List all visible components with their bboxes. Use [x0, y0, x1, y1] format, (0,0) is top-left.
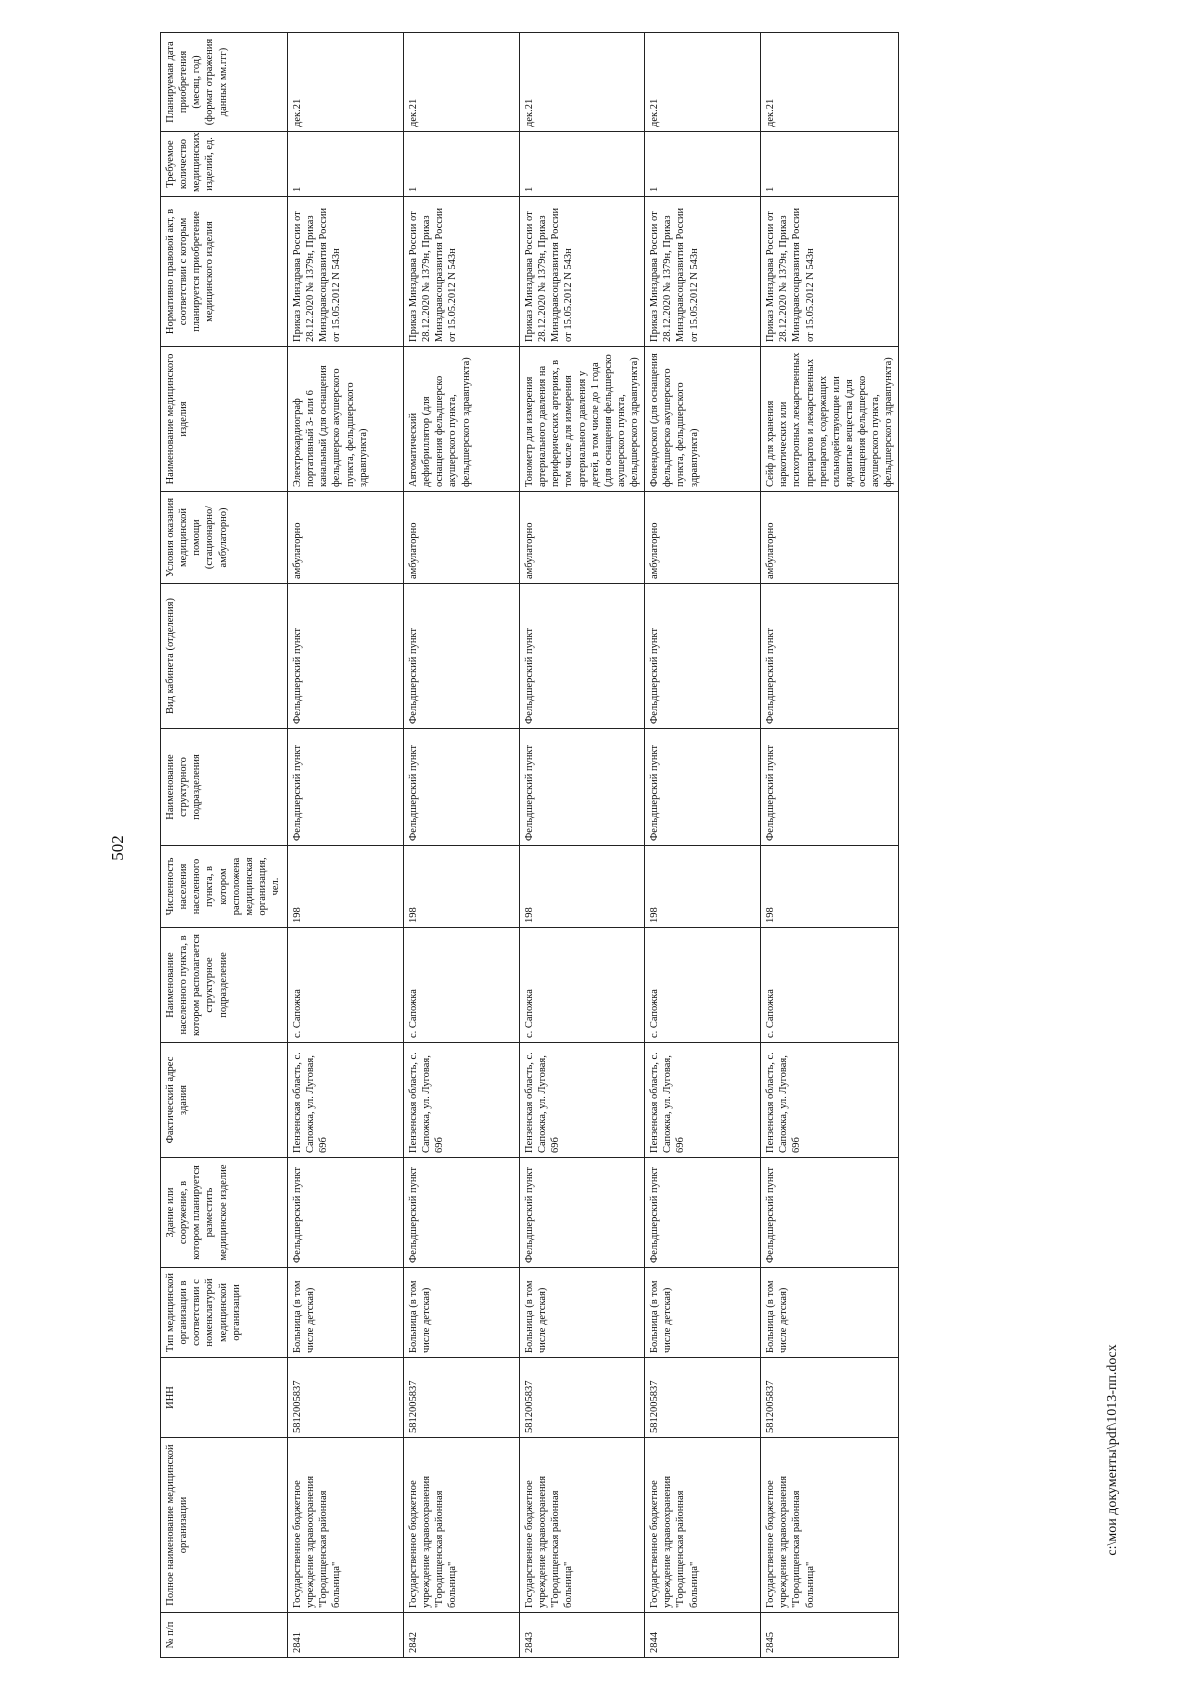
inn: 5812005837	[404, 1358, 520, 1438]
population: 198	[404, 846, 520, 928]
address: Пензенская область, с. Сапожка, ул. Луговая, 69б	[645, 1043, 761, 1158]
settlement: с. Сапожка	[645, 928, 761, 1043]
care-conditions: амбулаторно	[645, 492, 761, 584]
table-row	[404, 33, 520, 1658]
planned-date: дек.21	[288, 33, 404, 132]
care-conditions: амбулаторно	[520, 492, 645, 584]
org-name: Государственное бюджетное учреждение здравоохранения "Городищенская районная больница"	[520, 1438, 645, 1613]
quantity: 1	[288, 132, 404, 197]
inn: 5812005837	[520, 1358, 645, 1438]
org-name: Государственное бюджетное учреждение здравоохранения "Городищенская районная больница"	[404, 1438, 520, 1613]
org-type: Больница (в том числе детская)	[288, 1268, 404, 1358]
legal-act: Приказ Минздрава России от 28.12.2020 № 1379н, Приказ Минздравсоцразвития России от 15.05.2012 N 543н	[404, 197, 520, 347]
subdivision: Фельдшерский пункт	[645, 729, 761, 846]
cabinet-type: Фельдшерский пункт	[520, 584, 645, 729]
building: Фельдшерский пункт	[288, 1158, 404, 1268]
population: 198	[761, 846, 899, 928]
org-name: Государственное бюджетное учреждение здравоохранения "Городищенская районная больница"	[761, 1438, 899, 1613]
org-name: Государственное бюджетное учреждение здравоохранения "Городищенская районная больница"	[645, 1438, 761, 1613]
header-cell: Фактический адрес здания	[161, 1043, 288, 1158]
header-cell: Полное наименование медицинской организации	[161, 1438, 288, 1613]
header-cell: Условия оказания медицинской помощи (стационарно/амбулаторно)	[161, 492, 288, 584]
header-cell: Планируемая дата приобретения (месяц, год) (формат отражения данных мм.ггг)	[161, 33, 288, 132]
row-number: 2841	[288, 1613, 404, 1658]
header-cell: № п/п	[161, 1613, 288, 1658]
cabinet-type: Фельдшерский пункт	[761, 584, 899, 729]
cabinet-type: Фельдшерский пункт	[404, 584, 520, 729]
row-number: 2845	[761, 1613, 899, 1658]
row-number: 2843	[520, 1613, 645, 1658]
table-row	[645, 33, 761, 1658]
subdivision: Фельдшерский пункт	[520, 729, 645, 846]
settlement: с. Сапожка	[520, 928, 645, 1043]
settlement: с. Сапожка	[761, 928, 899, 1043]
header-cell: Наименование населенного пункта, в котором располагается структурное подразделение	[161, 928, 288, 1043]
org-type: Больница (в том числе детская)	[645, 1268, 761, 1358]
population: 198	[645, 846, 761, 928]
quantity: 1	[645, 132, 761, 197]
inn: 5812005837	[288, 1358, 404, 1438]
care-conditions: амбулаторно	[761, 492, 899, 584]
population: 198	[520, 846, 645, 928]
planned-date: дек.21	[404, 33, 520, 132]
device-name: Электрокардиограф портативный 3- или 6 канальный (для оснащения фельдшерско акушерского пункта, фельдшерского здравпункта)	[288, 347, 404, 492]
table-row	[520, 33, 645, 1658]
address: Пензенская область, с. Сапожка, ул. Луговая, 69б	[288, 1043, 404, 1158]
header-cell: Здание или сооружение, в котором планируется разместить медицинское изделие	[161, 1158, 288, 1268]
subdivision: Фельдшерский пункт	[761, 729, 899, 846]
care-conditions: амбулаторно	[288, 492, 404, 584]
address: Пензенская область, с. Сапожка, ул. Луговая, 69б	[520, 1043, 645, 1158]
header-cell: Требуемое количество медицинских изделий, ед.	[161, 132, 288, 197]
settlement: с. Сапожка	[288, 928, 404, 1043]
subdivision: Фельдшерский пункт	[288, 729, 404, 846]
row-number: 2844	[645, 1613, 761, 1658]
planned-date: дек.21	[645, 33, 761, 132]
org-name: Государственное бюджетное учреждение здравоохранения "Городищенская районная больница"	[288, 1438, 404, 1613]
address: Пензенская область, с. Сапожка, ул. Луговая, 69б	[404, 1043, 520, 1158]
building: Фельдшерский пункт	[404, 1158, 520, 1268]
header-cell: Тип медицинской организации в соответствии с номенклатурой медицинской организации	[161, 1268, 288, 1358]
table-row	[761, 33, 899, 1658]
file-path-footer: c:\мои документы\pdf\1013-пп.docx	[1105, 1344, 1120, 1556]
inn: 5812005837	[761, 1358, 899, 1438]
header-cell: Наименование структурного подразделения	[161, 729, 288, 846]
rotated-table-container	[160, 33, 1073, 1658]
header-cell: ИНН	[161, 1358, 288, 1438]
address: Пензенская область, с. Сапожка, ул. Луговая, 69б	[761, 1043, 899, 1158]
header-cell: Наименование медицинского изделия	[161, 347, 288, 492]
cabinet-type: Фельдшерский пункт	[645, 584, 761, 729]
equipment-table	[160, 32, 899, 1658]
device-name: Сейф для хранения наркотических или психотропных лекарственных препаратов и лекарственных препаратов, содержащих сильнодействующие или ядовитые вещества (для оснащения фельдшерско акушерского пункта, фельдшерского здравпункта)	[761, 347, 899, 492]
row-number: 2842	[404, 1613, 520, 1658]
page-number: 502	[108, 835, 127, 861]
org-type: Больница (в том числе детская)	[520, 1268, 645, 1358]
legal-act: Приказ Минздрава России от 28.12.2020 № 1379н, Приказ Минздравсоцразвития России от 15.05.2012 N 543н	[520, 197, 645, 347]
device-name: Тонометр для измерения артериального давления на периферических артериях, в том числе для измерения артериального давления у детей, в том числе до 1 года (для оснащения фельдшерско акушерского пункта, фельдшерского здравпункта)	[520, 347, 645, 492]
care-conditions: амбулаторно	[404, 492, 520, 584]
header-cell: Нормативно правовой акт, в соответствии с которым планируется приобретение медицинского изделия	[161, 197, 288, 347]
subdivision: Фельдшерский пункт	[404, 729, 520, 846]
cabinet-type: Фельдшерский пункт	[288, 584, 404, 729]
planned-date: дек.21	[520, 33, 645, 132]
quantity: 1	[404, 132, 520, 197]
header-cell: Вид кабинета (отделения)	[161, 584, 288, 729]
building: Фельдшерский пункт	[520, 1158, 645, 1268]
header-row	[161, 33, 288, 1658]
inn: 5812005837	[645, 1358, 761, 1438]
org-type: Больница (в том числе детская)	[761, 1268, 899, 1358]
header-cell: Численность населения населенного пункта, в котором расположена медицинская организация, чел.	[161, 846, 288, 928]
device-name: Автоматический дефибриллятор (для оснащения фельдшерско акушерского пункта, фельдшерского здравпункта)	[404, 347, 520, 492]
device-name: Фонендоскоп (для оснащения фельдшерско акушерского пункта, фельдшерского здравпункта)	[645, 347, 761, 492]
planned-date: дек.21	[761, 33, 899, 132]
building: Фельдшерский пункт	[761, 1158, 899, 1268]
population: 198	[288, 846, 404, 928]
legal-act: Приказ Минздрава России от 28.12.2020 № 1379н, Приказ Минздравсоцразвития России от 15.05.2012 N 543н	[645, 197, 761, 347]
table-row	[288, 33, 404, 1658]
quantity: 1	[761, 132, 899, 197]
settlement: с. Сапожка	[404, 928, 520, 1043]
legal-act: Приказ Минздрава России от 28.12.2020 № 1379н, Приказ Минздравсоцразвития России от 15.05.2012 N 543н	[761, 197, 899, 347]
org-type: Больница (в том числе детская)	[404, 1268, 520, 1358]
quantity: 1	[520, 132, 645, 197]
legal-act: Приказ Минздрава России от 28.12.2020 № 1379н, Приказ Минздравсоцразвития России от 15.05.2012 N 543н	[288, 197, 404, 347]
building: Фельдшерский пункт	[645, 1158, 761, 1268]
